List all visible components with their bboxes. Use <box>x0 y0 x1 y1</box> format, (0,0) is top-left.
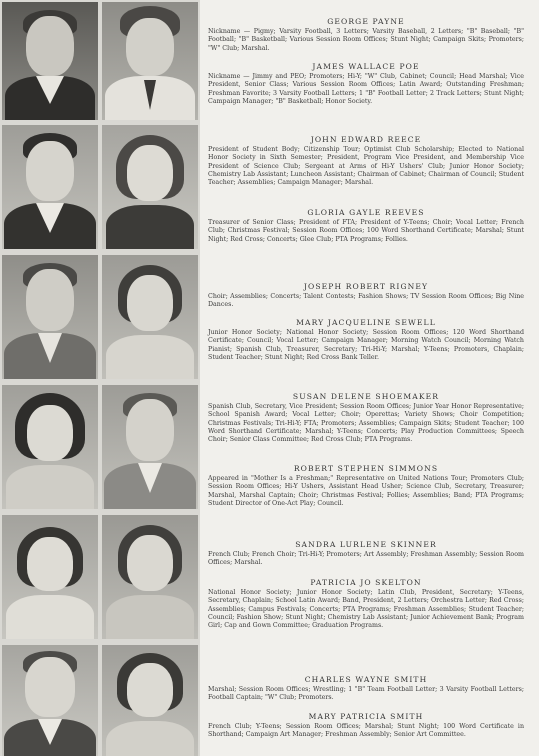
student-entry <box>208 392 524 444</box>
student-activities: Appeared in "Mother Is a Freshman;" Representative on United Nations Tour; Promoters Club; Session Room Offices; Hi-Y Ushers, Assistant Head Usher; Science Club, Secretary, Treasurer; Marshal, Marshal Captain; Choir; Christmas Festival; Follies; Assemblies; Band; PTA Programs; Student Director of One-Act Play; Council. <box>208 475 524 507</box>
student-entry <box>208 17 524 53</box>
student-entry <box>208 62 524 106</box>
portrait-john-reece <box>2 125 98 249</box>
student-name: JOHN EDWARD REECE <box>310 135 422 144</box>
student-name: SUSAN DELENE SHOEMAKER <box>292 392 440 401</box>
student-entry <box>208 712 524 740</box>
student-name: JOSEPH ROBERT RIGNEY <box>303 282 429 291</box>
student-activities: French Club; Y-Teens; Session Room Offices; Marshal; Stunt Night; 100 Word Certificate in Shorthand; Campaign Art Manager; Freshman Assembly; Senior Art Committee. <box>208 723 524 739</box>
portrait-george-payne <box>2 2 98 120</box>
student-entry <box>208 208 524 244</box>
student-activities: Marshal; Session Room Offices; Wrestling; 1 "B" Team Football Letter; 3 Varsity Football Letters; Football Captain; "W" Club; Promoters. <box>208 686 524 702</box>
student-entry <box>208 675 524 703</box>
student-name: ROBERT STEPHEN SIMMONS <box>293 464 439 473</box>
student-activities: President of Student Body; Citizenship Tour; Optimist Club Scholarship; Elected to National Honor Society in Sixth Semester; President, Program Vice President, and Membership Vice President of Science Club; Sergeant at Arms of Hi-Y Ushers' Club; Junior Honor Society; Chemistry Lab Assistant; Luncheon Assistant; Chairman of Cabinet; Chairman of Council; Student Teacher; Assemblies; Campaign Manager; Marshal. <box>208 146 524 187</box>
student-entry <box>208 578 524 630</box>
photo-column <box>0 0 200 756</box>
student-activities: Choir; Assemblies; Concerts; Talent Contests; Fashion Shows; TV Session Room Offices; Big Nine Dances. <box>208 293 524 309</box>
student-entry <box>208 464 524 508</box>
student-activities: Junior Honor Society; National Honor Society; Session Room Offices; 120 Word Shorthand Certificate; Council; Vocal Letter; Campaign Manager; Morning Watch Council; Morning Watch Pianist; Spanish Club, Treasurer, Secretary; Tri-Hi-Y; Marshal; Y-Teens; Promoters, Chaplain; Student Teacher; Stunt Night; Red Cross Bank Teller. <box>208 329 524 361</box>
portrait-mary-smith <box>102 645 198 756</box>
portrait-sandra-skinner <box>2 515 98 639</box>
student-activities: French Club; French Choir; Tri-Hi-Y; Promoters; Art Assembly; Freshman Assembly; Session Room Offices; Marshal. <box>208 551 524 567</box>
portrait-charles-smith <box>2 645 98 756</box>
student-name: GLORIA GAYLE REEVES <box>307 208 425 217</box>
portrait-patricia-skelton <box>102 515 198 639</box>
student-entry <box>208 282 524 310</box>
student-activities: Treasurer of Senior Class; President of FTA; President of Y-Teens; Choir; Vocal Letter; French Club; Christmas Festival; Session Room Offices; 100 Word Shorthand Certificate; Marshal; Stunt Night; Red Cross; Concerts; Glee Club; PTA Programs; Follies. <box>208 219 524 243</box>
student-activities: Spanish Club, Secretary, Vice President; Session Room Offices; Junior Year Honor Representative; School Spanish Award; Vocal Letter; Choir; Operettas; Variety Shows; Choir Competition; Christmas Festivals; Tri-Hi-Y; FTA; Promoters; Assemblies; Campaign Skits; Student Teacher; 100 Word Shorthand Certificate; Marshal; Y-Teens; Concerts; Play Production Committees; Speech Choir; Senior Class Committee; Red Cross Club; PTA Programs. <box>208 403 524 444</box>
portrait-gloria-reeves <box>102 125 198 249</box>
portrait-robert-simmons <box>102 385 198 509</box>
student-name: CHARLES WAYNE SMITH <box>304 675 428 684</box>
student-activities: Nickname — Pigmy; Varsity Football, 3 Letters; Varsity Baseball, 2 Letters; "B" Baseball; "B" Football; "B" Basketball; Various Session Room Offices; Stunt Night; Campaign Skits; Promoters; "W" Club; Marshal. <box>208 28 524 52</box>
student-name: JAMES WALLACE POE <box>312 62 420 71</box>
student-name: MARY PATRICIA SMITH <box>308 712 424 721</box>
student-entry <box>208 540 524 568</box>
student-activities: National Honor Society; Junior Honor Society; Latin Club, President, Secretary; Y-Teens, Secretary, Chaplain; School Latin Award; Band, President, 2 Letters; Orchestra Letter; Red Cross; Assemblies; Campus Festivals; Concerts; PTA Programs; Freshman Assemblies; Student Teacher; Council; Fashion Show; Stunt Night; Chemistry Lab Assistant; Junior Achievement Bank; Program Girl; Cap and Gown Committee; Graduation Programs. <box>208 589 524 630</box>
student-name: GEORGE PAYNE <box>327 17 405 26</box>
student-activities: Nickname — Jimmy and PEO; Promoters; Hi-Y; "W" Club, Cabinet; Council; Head Marshal; Vice President, Senior Class; Various Session Room Offices; Latin Award; Outstanding Freshman; Freshman Favorite; 3 Varsity Football Letters; 1 "B" Football Letter; 2 Track Letters; Stunt Night; Campaign Manager; "B" Basketball; Honor Society. <box>208 73 524 105</box>
portrait-james-poe <box>102 2 198 120</box>
student-name: MARY JACQUELINE SEWELL <box>296 318 436 327</box>
biography-column <box>208 0 524 756</box>
portrait-joseph-rigney <box>2 255 98 379</box>
student-entry <box>208 135 524 187</box>
student-name: PATRICIA JO SKELTON <box>310 578 422 587</box>
student-entry <box>208 318 524 362</box>
portrait-mary-sewell <box>102 255 198 379</box>
student-name: SANDRA LURLENE SKINNER <box>295 540 437 549</box>
portrait-susan-shoemaker <box>2 385 98 509</box>
